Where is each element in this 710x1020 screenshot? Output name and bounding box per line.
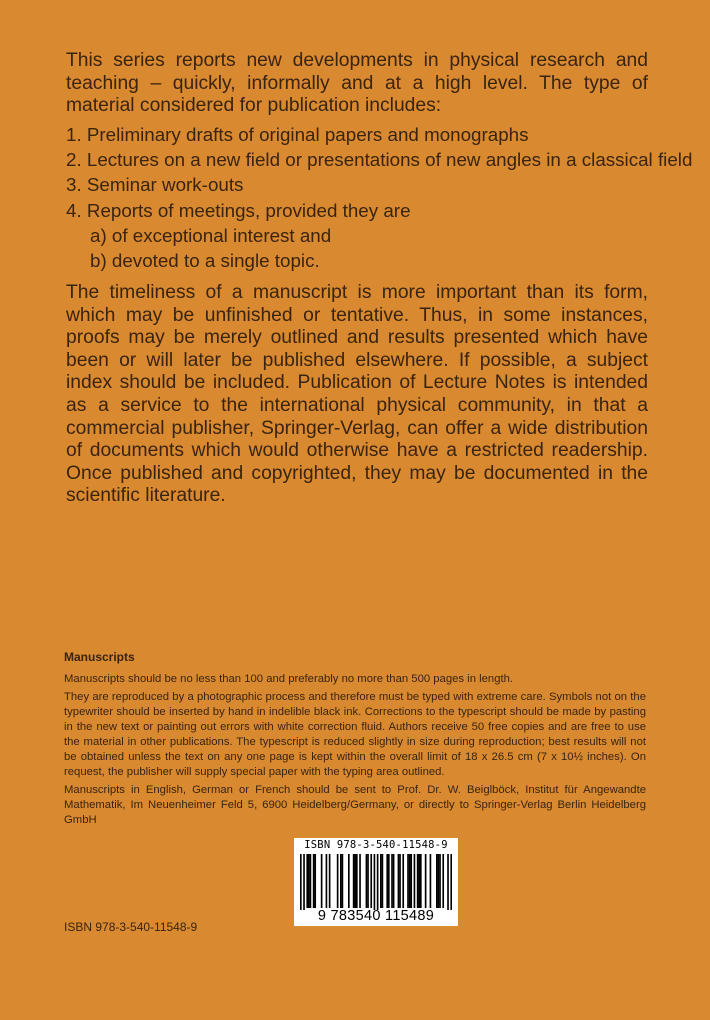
- barcode-bar: [329, 854, 331, 908]
- barcode-bar: [367, 854, 369, 908]
- barcode-bar: [326, 854, 328, 908]
- barcode-bar: [359, 854, 361, 908]
- barcode-bar: [354, 854, 356, 908]
- barcode-bar: [348, 854, 350, 908]
- barcode-bar: [337, 854, 339, 908]
- barcode-bar: [402, 854, 404, 908]
- list-sub-item: b) devoted to a single topic.: [90, 249, 320, 271]
- barcode-bar: [366, 854, 368, 908]
- barcode-bar: [377, 854, 379, 910]
- barcode-bar: [439, 854, 441, 908]
- barcode-bar: [306, 854, 308, 908]
- barcode-isbn-label: ISBN 978-3-540-11548-9: [304, 839, 448, 851]
- barcode-bar: [442, 854, 444, 908]
- barcode-bar: [409, 854, 411, 908]
- timeliness-paragraph: The timeliness of a manuscript is more important than its form, which may be unfinished or tentative. Thus, in some instances, proofs may be merely outlined and results presented which have been or will later be published elsewhere. If possible, a subject index should be included. Publication of Lecture Notes is intended as a service to the international physical community, in that a commercial publisher, Springer-Verlag, can offer a wide distribution of documents which would otherwise have a restricted readership. Once published and copyrighted, they may be documented in the scientific literature.: [66, 282, 648, 507]
- barcode-bar: [417, 854, 419, 908]
- manuscripts-paragraph: Manuscripts in English, German or French should be sent to Prof. Dr. W. Beiglböck, Institut für Angewandte Mathematik, Im Neuenheimer Feld 5, 6900 Heidelberg/Germany, or directly to Springer-Verlag Berlin Heidelberg GmbH: [64, 784, 646, 826]
- barcode-bar: [314, 854, 316, 908]
- barcode-bar: [353, 854, 355, 908]
- barcode-bar: [356, 854, 358, 908]
- barcode-digits: 9 783540 115489: [317, 908, 435, 924]
- barcode-bar: [340, 854, 342, 908]
- barcode-bar: [420, 854, 422, 908]
- barcode-bar: [436, 854, 438, 908]
- barcode-bar: [310, 854, 312, 908]
- barcode-bar: [438, 854, 440, 908]
- barcode-bar: [382, 854, 384, 908]
- isbn-barcode: [294, 838, 458, 926]
- isbn-footer: ISBN 978-3-540-11548-9: [64, 920, 198, 934]
- barcode-bar: [370, 854, 372, 908]
- barcode-bar: [386, 854, 388, 908]
- barcode-bar: [407, 854, 409, 908]
- list-item: 3. Seminar work-outs: [66, 174, 244, 196]
- barcode-bar: [303, 854, 305, 910]
- barcode-bar: [374, 854, 376, 910]
- barcode-bars: [300, 854, 452, 910]
- list-item: 4. Reports of meetings, provided they are: [66, 199, 411, 221]
- barcode-bar: [380, 854, 382, 908]
- barcode-bar: [393, 854, 395, 908]
- barcode-bar: [425, 854, 427, 908]
- list-item: 2. Lectures on a new field or presentations of new angles in a classical field: [66, 149, 693, 171]
- intro-paragraph: This series reports new developments in physical research and teaching – quickly, informally and at a high level. The type of material considered for publication includes:: [66, 50, 648, 116]
- manuscripts-paragraph: Manuscripts should be no less than 100 and preferably no more than 500 pages in length.: [64, 673, 514, 685]
- barcode-bar: [418, 854, 420, 908]
- barcode-bar: [321, 854, 323, 908]
- barcode-bar: [308, 854, 310, 908]
- barcode-bar: [414, 854, 416, 908]
- material-list: [66, 124, 693, 272]
- barcode-bar: [398, 854, 400, 908]
- barcode-bar: [430, 854, 432, 908]
- barcode-bar: [450, 854, 452, 910]
- barcode-bar: [342, 854, 344, 908]
- barcode-bar: [391, 854, 393, 908]
- barcode-bar: [399, 854, 401, 908]
- list-item: 1. Preliminary drafts of original papers and monographs: [66, 124, 529, 145]
- barcode-bar: [313, 854, 315, 908]
- barcode-bar: [388, 854, 390, 908]
- manuscripts-heading: Manuscripts: [64, 650, 135, 664]
- manuscripts-section: [64, 672, 646, 828]
- manuscripts-paragraph: They are reproduced by a photographic process and therefore must be typed with extreme care. Symbols not on the typewriter should be inserted by hand in indelible black ink. Corrections to the typescript should be made by pasting in the new text or painting out errors with white correction fluid. Authors receive 50 free copies and are free to use the material in other publications. The typescript is reduced slightly in size during reproduction; best results will not be obtained unless the text on any one page is kept within the overall limit of 18 x 26.5 cm (7 x 10½ inches). On request, the publisher will supply special paper with the typing area outlined.: [64, 691, 646, 778]
- barcode-bar: [447, 854, 449, 910]
- list-sub-item: a) of exceptional interest and: [90, 224, 332, 246]
- barcode-bar: [300, 854, 302, 910]
- barcode-bar: [410, 854, 412, 908]
